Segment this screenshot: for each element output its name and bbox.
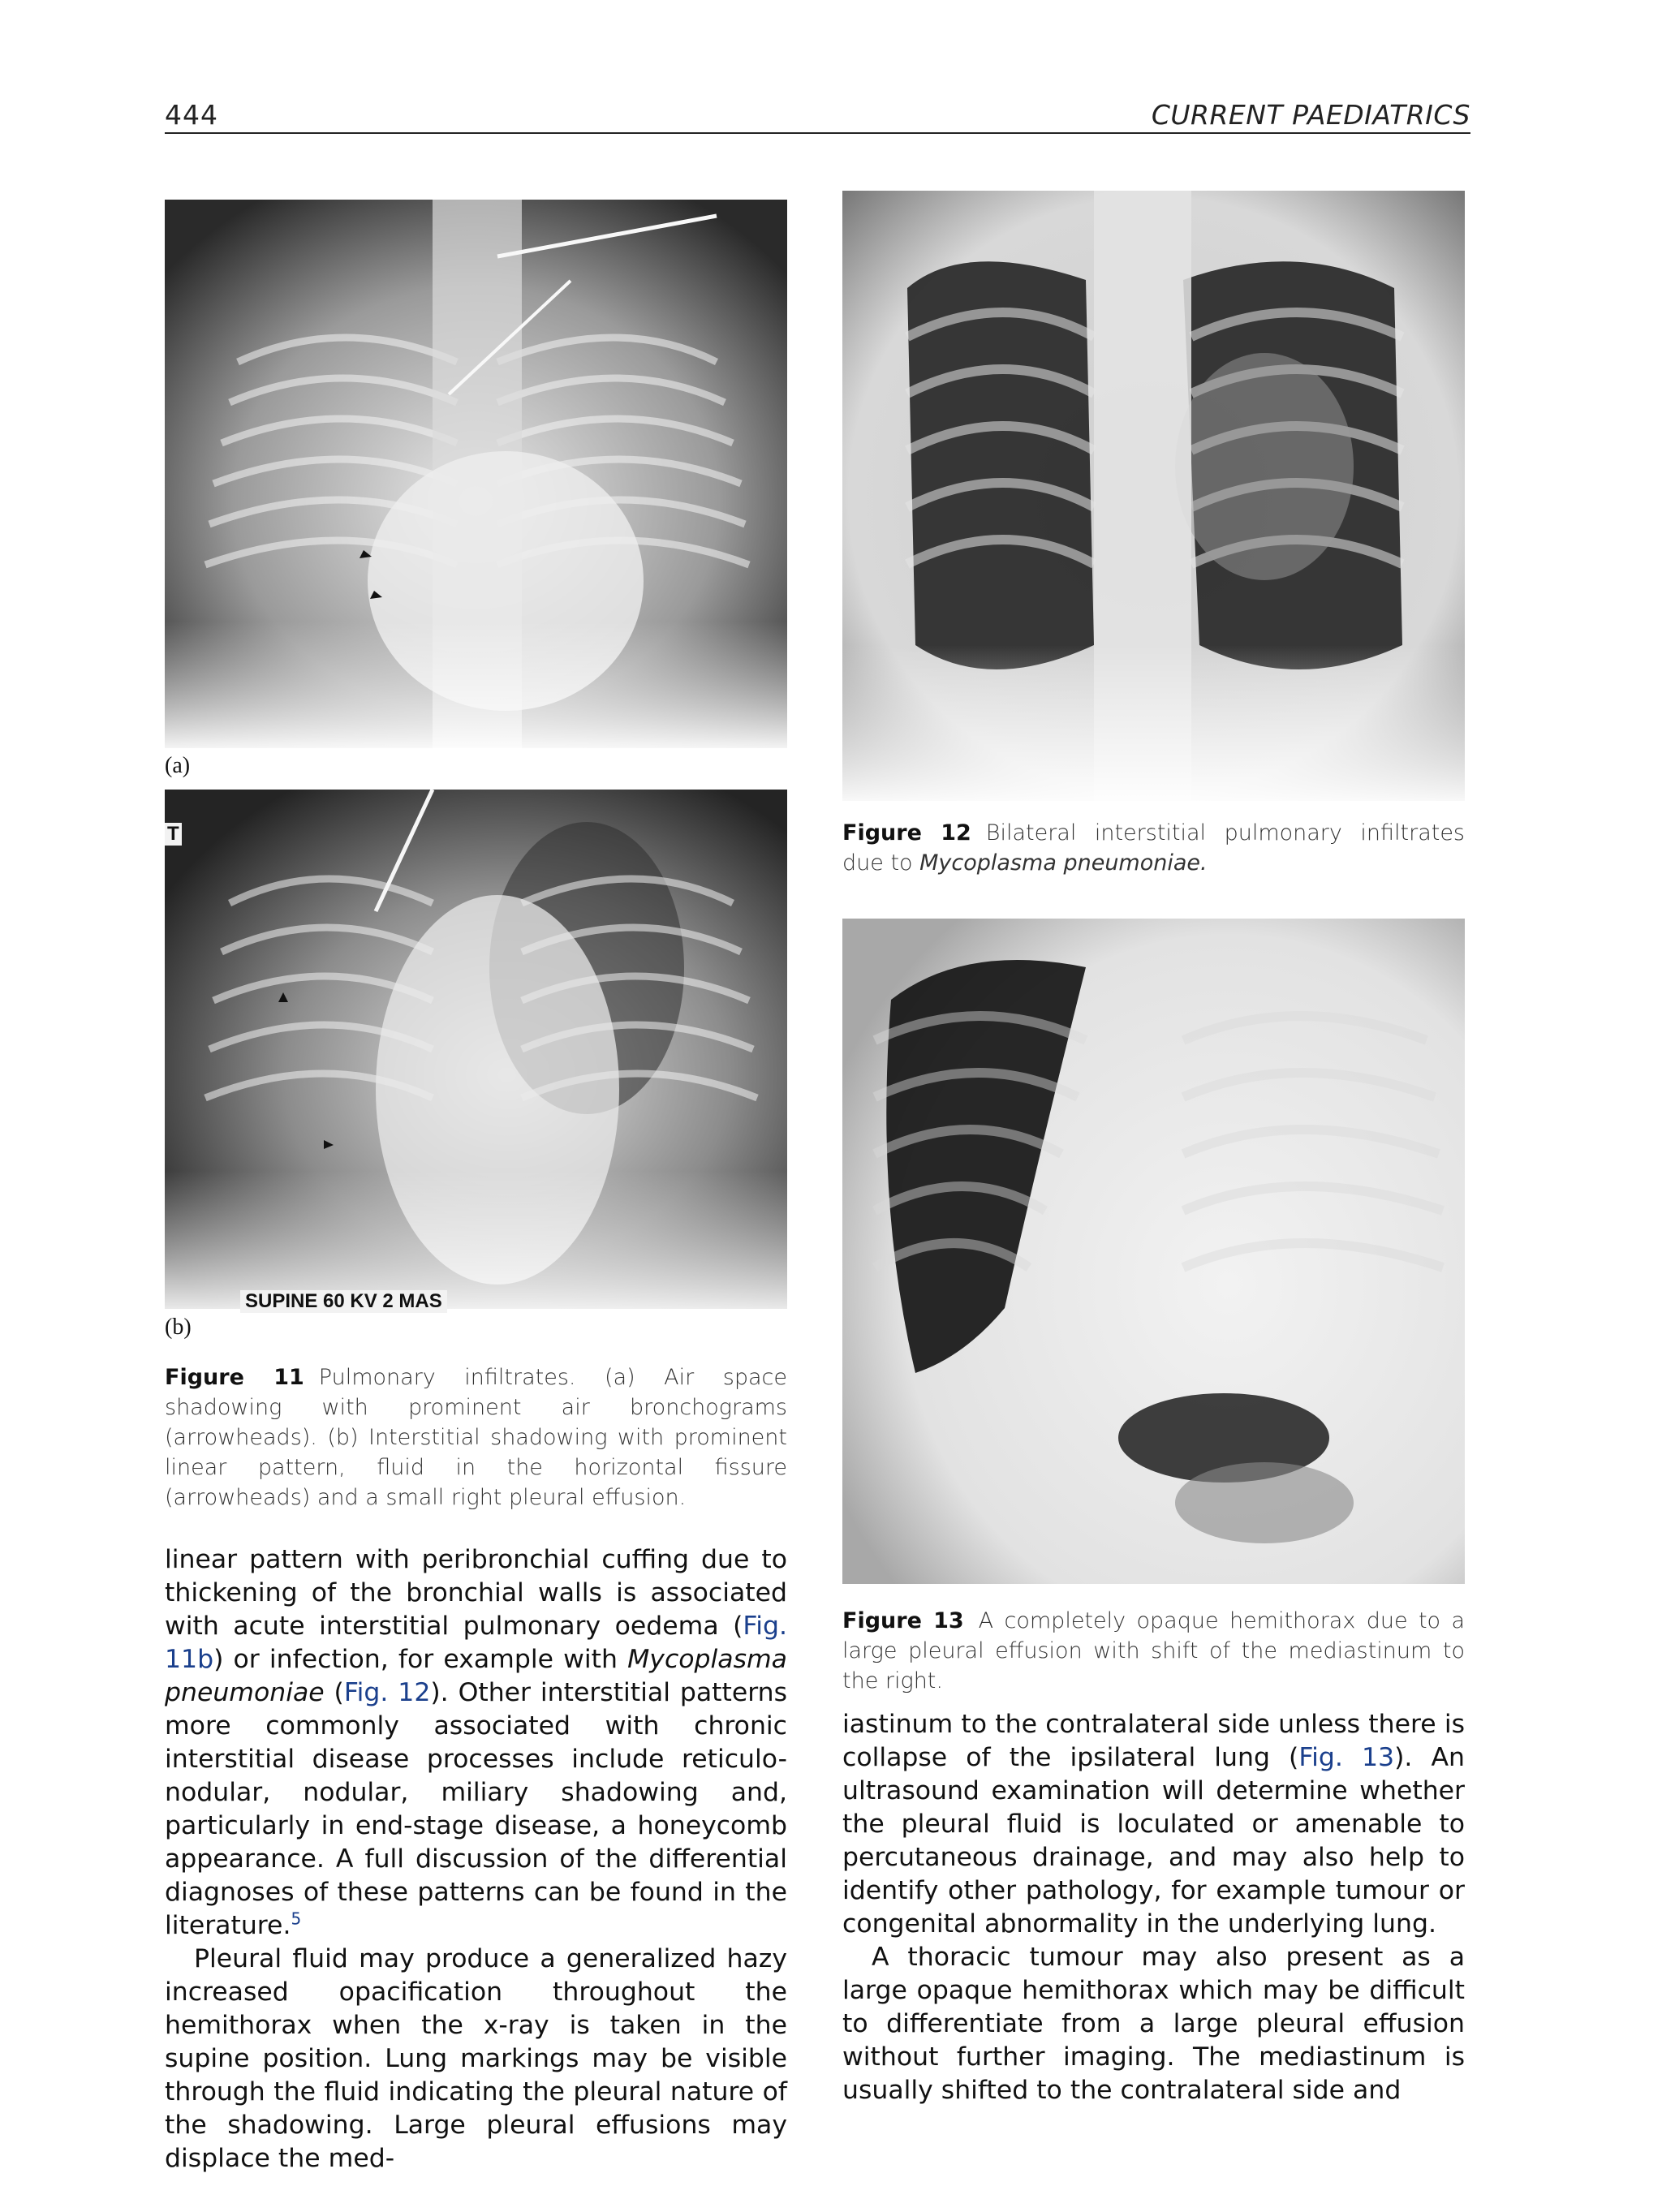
figure-12-caption-text: Bilateral interstitial pulmonary infiltrates due to (842, 820, 1465, 876)
figure-11b-corner-marker: T (165, 823, 182, 846)
figure-12-caption-italic: Mycoplasma pneumoniae. (919, 850, 1208, 876)
fig-12-reference-link[interactable]: Fig. 12 (343, 1678, 431, 1707)
left-paragraph-1 (165, 1543, 787, 1943)
right-column-body (842, 1708, 1465, 2107)
left-p1-text-b: ) or infection, for example with (213, 1645, 628, 1674)
right-p1-text-b: ). An ultrasound examination will determine whether the pleural fluid is loculated or amenable to percutaneous drainage, and may also help to identify other pathology, for example tumour or congenital abnormality in the underlying lung. (842, 1743, 1465, 1939)
citation-5-link[interactable]: 5 (291, 1909, 302, 1929)
figure-12-xray-image (842, 191, 1465, 801)
fig-13-reference-link[interactable]: Fig. 13 (1298, 1743, 1395, 1772)
right-paragraph-1 (842, 1708, 1465, 1941)
page-number: 444 (165, 99, 218, 131)
figure-11-caption-text: Pulmonary infiltrates. (a) Air space shadowing with prominent air bronchograms (arrowheads). (b) Interstitial shadowing with prominent linear pattern, fluid in the horizontal fissure (arrowheads) and a small right pleural effusion. (165, 1365, 787, 1510)
figure-11b-overlay-label: SUPINE 60 KV 2 MAS (240, 1290, 447, 1313)
left-p1-text-d: ). Other interstitial patterns more commonly associated with chronic interstitial disease processes include reticulo-nodular, nodular, miliary shadowing and, particularly in end-stage disease, a honeycomb appearance. A full discussion of the differential diagnoses of these patterns can be found in the literature. (165, 1678, 787, 1940)
figure-13-caption-text: A completely opaque hemithorax due to a large pleural effusion with shift of the mediastinum to the right. (842, 1608, 1465, 1693)
figure-11-caption (165, 1362, 787, 1513)
header-rule (165, 132, 1470, 134)
figure-11-caption-label: Figure 11 (165, 1365, 304, 1390)
left-paragraph-2: Pleural fluid may produce a generalized hazy increased opacification throughout the hemithorax when the x-ray is taken in the supine position. Lung markings may be visible through the fluid indicating the pleural nature of the shadowing. Large pleural effusions may displace the med- (165, 1944, 787, 2173)
figure-12-caption (842, 818, 1465, 878)
figure-12-caption-label: Figure 12 (842, 820, 971, 846)
left-p1-italic: Mycoplasma pneumoniae (165, 1645, 787, 1707)
left-column-body (165, 1543, 787, 2175)
right-p1-text-a: iastinum to the contralateral side unless there is collapse of the ipsilateral lung ( (842, 1710, 1465, 1772)
right-paragraph-2: A thoracic tumour may also present as a large opaque hemithorax which may be difficult to differentiate from a large pleural effusion without further imaging. The mediastinum is usually shifted to the contralateral side and (842, 1943, 1465, 2105)
figure-11b-xray-image (165, 790, 787, 1309)
left-p1-text-c: ( (324, 1678, 344, 1707)
figure-13-caption (842, 1606, 1465, 1696)
journal-title: CURRENT PAEDIATRICS (1151, 99, 1470, 131)
figure-13-xray-image (842, 919, 1465, 1584)
figure-11b-panel-label: (b) (165, 1315, 192, 1340)
fig-11b-reference-link[interactable]: Fig. 11b (165, 1612, 787, 1674)
left-p1-text-a: linear pattern with peribronchial cuffing due to thickening of the bronchial walls is associated with acute interstitial pulmonary oedema ( (165, 1545, 787, 1641)
figure-11a-xray-image (165, 200, 787, 748)
figure-13-caption-label: Figure 13 (842, 1608, 964, 1633)
figure-11a-panel-label: (a) (165, 753, 191, 778)
